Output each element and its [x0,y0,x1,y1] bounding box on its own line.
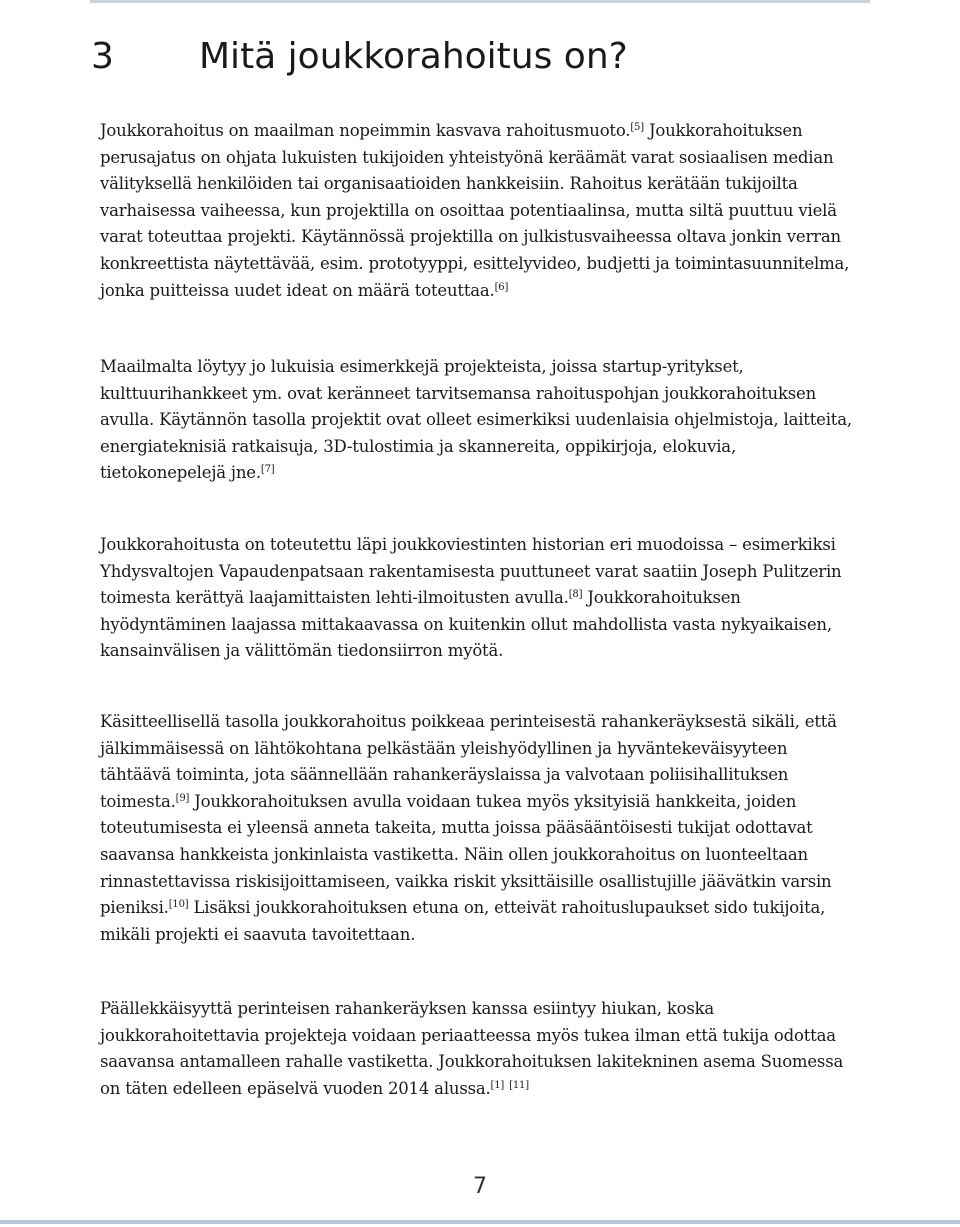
text-line: jonka puitteissa uudet ideat on määrä toteuttaa.[6] [100,280,509,300]
text-line: perusajatus on ohjata lukuisten tukijoiden yhteistyönä keräämät varat sosiaalisen median [100,147,834,167]
text-line: Joukkorahoitusta on toteutettu läpi joukkoviestinten historian eri muodoissa – esimerkiksi [100,535,836,554]
footer-rule [0,1220,960,1224]
citation-marker: [5] [630,122,644,133]
text-line: rinnastettavissa riskisijoittamiseen, vaikka riskit yksittäisille osallistujille jäävätkin varsin [100,871,832,891]
section-heading [91,33,628,81]
section-title: Mitä joukkorahoitus on? [199,36,628,77]
text-line: toimesta kerättyä laajamittaisten lehti-ilmoitusten avulla.[8] Joukkorahoituksen [100,588,741,608]
page-number: 7 [473,1174,487,1199]
citation-marker: [1] [490,1079,505,1091]
text-line: hyödyntäminen laajassa mittakaavassa on kuitenkin ollut mahdollista vasta nykyaikaisen, [100,614,832,634]
text-line: toteutumisesta ei yleensä anneta takeita, mutta joissa pääsääntöisesti tukijat odottavat [100,818,813,838]
text-line: kansainvälisen ja välittömän tiedonsiirron myötä. [100,641,504,661]
citation-marker: [7] [260,464,275,476]
text-line: kulttuurihankkeet ym. ovat keränneet tarvitsemansa rahoituspohjan joukkorahoituksen [100,383,817,403]
text-line: välityksellä henkilöiden tai organisaatioiden hankkeisiin. Rahoitus kerätään tukijoilta [100,174,798,194]
citation-marker: [9] [175,792,190,804]
citation-marker: [6] [494,281,509,293]
text-line: on täten edelleen epäselvä vuoden 2014 alussa.[1] [11] [100,1078,529,1098]
text-line: varhaisessa vaiheessa, kun projektilla on osoittaa potentiaalinsa, mutta siltä puuttuu vielä [100,200,837,220]
header-rule [90,0,870,3]
text-line: jälkimmäisessä on lähtökohtana pelkästään yleishyödyllinen ja hyväntekeväisyyteen [100,738,788,758]
paragraph-1 [100,118,880,304]
citation-marker: [8] [568,589,583,601]
text-line: saavansa antamalleen rahalle vastiketta. Joukkorahoituksen lakitekninen asema Suomessa [100,1052,844,1072]
citation-marker: [11] [509,1079,529,1091]
text-line: toimesta.[9] Joukkorahoituksen avulla voidaan tukea myös yksityisiä hankkeita, joiden [100,791,797,811]
text-line: mikäli projekti ei saavuta tavoitettaan. [100,924,416,944]
text-line: Käsitteellisellä tasolla joukkorahoitus poikkeaa perinteisestä rahankeräyksestä sikäli, että [100,712,837,731]
paragraph-4 [100,709,880,948]
text-line: konkreettista näytettävää, esim. prototyyppi, esittelyvideo, budjetti ja toimintasuunnitelma, [100,253,850,273]
citation-marker: [10] [168,899,189,911]
text-line: tietokonepelejä jne.[7] [100,463,275,483]
paragraph-5 [100,996,880,1102]
section-number: 3 [91,36,114,77]
text-line: avulla. Käytännön tasolla projektit ovat olleet esimerkiksi uudenlaisia ohjelmistoja, laitteita, [100,410,852,430]
paragraph-2 [100,354,880,487]
text-line: Yhdysvaltojen Vapaudenpatsaan rakentamisesta puuttuneet varat saatiin Joseph Pulitzerin [100,561,842,581]
text-line: Joukkorahoitus on maailman nopeimmin kasvava rahoitusmuoto.[5] Joukkorahoituksen [100,121,803,140]
text-line: Maailmalta löytyy jo lukuisia esimerkkejä projekteista, joissa startup-yritykset, [100,357,744,376]
text-line: joukkorahoitettavia projekteja voidaan periaatteessa myös tukea ilman että tukija odottaa [100,1025,836,1045]
paragraph-3 [100,532,880,665]
text-line: saavansa hankkeista jonkinlaista vastiketta. Näin ollen joukkorahoitus on luonteeltaan [100,844,808,864]
text-line: energiateknisiä ratkaisuja, 3D-tulostimia ja skannereita, oppikirjoja, elokuvia, [100,436,736,456]
text-line: varat toteuttaa projekti. Käytännössä projektilla on julkistusvaiheessa oltava jonkin verran [100,227,841,247]
text-line: pieniksi.[10] Lisäksi joukkorahoituksen etuna on, etteivät rahoituslupaukset sido tukijoita, [100,898,826,918]
text-line: tähtäävä toiminta, jota säännellään rahankeräyslaissa ja valvotaan poliisihallituksen [100,765,789,785]
text-line: Päällekkäisyyttä perinteisen rahankeräyksen kanssa esiintyy hiukan, koska [100,999,715,1018]
